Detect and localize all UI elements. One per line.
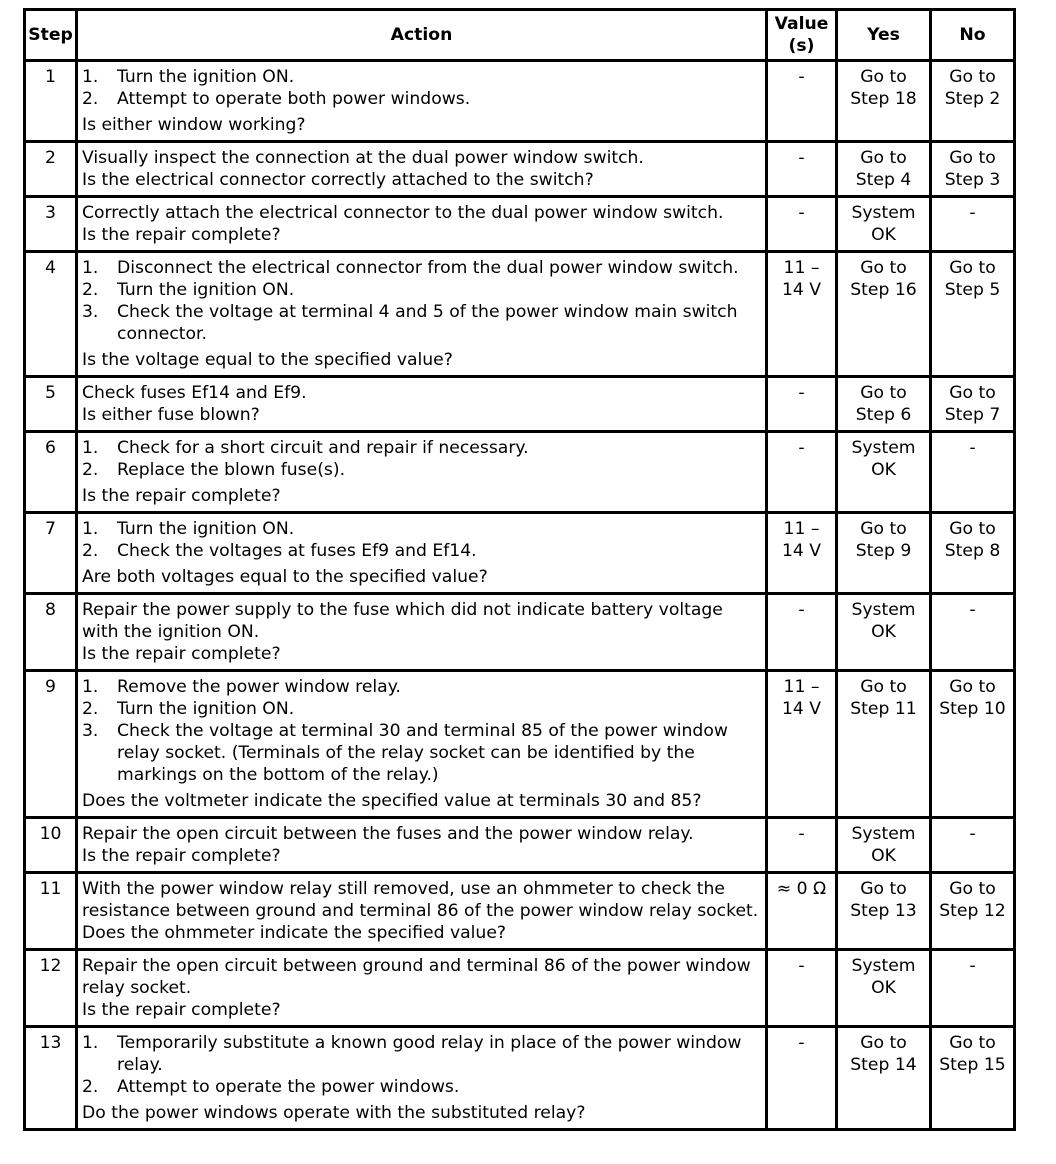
action-cell <box>77 873 767 950</box>
table-row <box>25 432 1015 513</box>
step-number: 4 <box>25 252 77 377</box>
list-item <box>82 459 761 481</box>
table-row <box>25 142 1015 197</box>
action-question: Is the voltage equal to the specified value? <box>82 350 453 370</box>
header-yes: Yes <box>837 10 931 61</box>
value-cell: - <box>767 61 837 142</box>
list-item-text: Check the voltage at terminal 30 and terminal 85 of the power window relay socket. (Terminals of the relay socket can be identified by the markings on the bottom of the relay.) <box>117 721 728 785</box>
list-item <box>82 698 761 720</box>
list-item-number: 2. <box>82 89 99 109</box>
yes-cell: Go to Step 18 <box>837 61 931 142</box>
yes-cell: Go to Step 11 <box>837 671 931 818</box>
no-cell: Go to Step 3 <box>931 142 1015 197</box>
list-item-number: 1. <box>82 258 99 278</box>
table-row <box>25 197 1015 252</box>
table-row <box>25 671 1015 818</box>
action-cell <box>77 1027 767 1130</box>
list-item <box>82 540 761 562</box>
step-number: 13 <box>25 1027 77 1130</box>
list-item-number: 1. <box>82 677 99 697</box>
action-list <box>82 257 761 345</box>
list-item-text: Replace the blown fuse(s). <box>117 460 346 480</box>
list-item-text: Turn the ignition ON. <box>117 699 295 719</box>
action-cell <box>77 594 767 671</box>
action-question: Does the ohmmeter indicate the specified value? <box>82 923 507 943</box>
action-question: Is the repair complete? <box>82 1000 281 1020</box>
no-cell: Go to Step 10 <box>931 671 1015 818</box>
table-body <box>25 61 1015 1130</box>
list-item-number: 2. <box>82 541 99 561</box>
action-list <box>82 437 761 481</box>
action-cell <box>77 818 767 873</box>
yes-cell: Go to Step 14 <box>837 1027 931 1130</box>
list-item-text: Turn the ignition ON. <box>117 280 295 300</box>
list-item <box>82 437 761 459</box>
action-cell <box>77 432 767 513</box>
value-cell: - <box>767 432 837 513</box>
yes-cell: System OK <box>837 818 931 873</box>
step-number: 1 <box>25 61 77 142</box>
list-item <box>82 676 761 698</box>
step-number: 11 <box>25 873 77 950</box>
header-action: Action <box>77 10 767 61</box>
action-question: Does the voltmeter indicate the specified value at terminals 30 and 85? <box>82 791 702 811</box>
table-row <box>25 950 1015 1027</box>
list-item-text: Attempt to operate the power windows. <box>117 1077 460 1097</box>
no-cell: Go to Step 2 <box>931 61 1015 142</box>
value-cell: - <box>767 197 837 252</box>
value-cell: 11 – 14 V <box>767 513 837 594</box>
table-row <box>25 1027 1015 1130</box>
list-item-text: Disconnect the electrical connector from the dual power window switch. <box>117 258 739 278</box>
action-question: Is either window working? <box>82 115 306 135</box>
action-cell <box>77 671 767 818</box>
list-item-text: Turn the ignition ON. <box>117 519 295 539</box>
yes-cell: Go to Step 4 <box>837 142 931 197</box>
action-question: Do the power windows operate with the substituted relay? <box>82 1103 586 1123</box>
action-list <box>82 66 761 110</box>
action-text: Repair the power supply to the fuse which did not indicate battery voltage with the ignition ON. <box>82 600 723 642</box>
list-item <box>82 1032 761 1076</box>
header-no: No <box>931 10 1015 61</box>
list-item-number: 3. <box>82 721 99 741</box>
yes-cell: Go to Step 9 <box>837 513 931 594</box>
value-cell: - <box>767 1027 837 1130</box>
action-question: Is the repair complete? <box>82 225 281 245</box>
list-item <box>82 518 761 540</box>
value-cell: ≈ 0 Ω <box>767 873 837 950</box>
list-item <box>82 257 761 279</box>
value-cell: 11 – 14 V <box>767 252 837 377</box>
header-row <box>25 10 1015 61</box>
step-number: 3 <box>25 197 77 252</box>
action-cell <box>77 142 767 197</box>
value-cell: 11 – 14 V <box>767 671 837 818</box>
step-number: 2 <box>25 142 77 197</box>
list-item <box>82 279 761 301</box>
list-item <box>82 1076 761 1098</box>
no-cell: Go to Step 5 <box>931 252 1015 377</box>
action-text: Visually inspect the connection at the dual power window switch. <box>82 148 644 168</box>
value-cell: - <box>767 377 837 432</box>
list-item-number: 2. <box>82 280 99 300</box>
step-number: 9 <box>25 671 77 818</box>
no-cell: - <box>931 594 1015 671</box>
list-item-number: 1. <box>82 67 99 87</box>
list-item-text: Remove the power window relay. <box>117 677 401 697</box>
value-cell: - <box>767 594 837 671</box>
action-text: Repair the open circuit between ground and terminal 86 of the power window relay socket. <box>82 956 751 998</box>
list-item <box>82 88 761 110</box>
list-item-number: 2. <box>82 699 99 719</box>
yes-cell: System OK <box>837 197 931 252</box>
diagnostic-table <box>23 8 1016 1131</box>
list-item-text: Check the voltages at fuses Ef9 and Ef14. <box>117 541 477 561</box>
action-question: Is the repair complete? <box>82 644 281 664</box>
no-cell: - <box>931 197 1015 252</box>
table-row <box>25 873 1015 950</box>
action-list <box>82 676 761 786</box>
action-cell <box>77 197 767 252</box>
action-question: Are both voltages equal to the specified value? <box>82 567 488 587</box>
no-cell: - <box>931 818 1015 873</box>
action-text: Correctly attach the electrical connector to the dual power window switch. <box>82 203 724 223</box>
no-cell: Go to Step 12 <box>931 873 1015 950</box>
list-item-number: 2. <box>82 1077 99 1097</box>
table-row <box>25 252 1015 377</box>
yes-cell: Go to Step 13 <box>837 873 931 950</box>
action-question: Is either fuse blown? <box>82 405 260 425</box>
yes-cell: Go to Step 16 <box>837 252 931 377</box>
list-item-number: 1. <box>82 1033 99 1053</box>
list-item-number: 1. <box>82 519 99 539</box>
action-question: Is the repair complete? <box>82 846 281 866</box>
value-cell: - <box>767 950 837 1027</box>
step-number: 7 <box>25 513 77 594</box>
action-cell <box>77 252 767 377</box>
list-item-text: Temporarily substitute a known good relay in place of the power window relay. <box>117 1033 742 1075</box>
list-item-text: Attempt to operate both power windows. <box>117 89 471 109</box>
step-number: 12 <box>25 950 77 1027</box>
yes-cell: Go to Step 6 <box>837 377 931 432</box>
table-row <box>25 818 1015 873</box>
action-text: With the power window relay still removed, use an ohmmeter to check the resistance between ground and terminal 86 of the power window relay socket. <box>82 879 759 921</box>
yes-cell: System OK <box>837 594 931 671</box>
list-item-number: 1. <box>82 438 99 458</box>
header-step: Step <box>25 10 77 61</box>
action-cell <box>77 950 767 1027</box>
list-item-number: 3. <box>82 302 99 322</box>
yes-cell: System OK <box>837 432 931 513</box>
value-cell: - <box>767 818 837 873</box>
step-number: 10 <box>25 818 77 873</box>
action-text: Check fuses Ef14 and Ef9. <box>82 383 307 403</box>
action-list <box>82 1032 761 1098</box>
list-item <box>82 720 761 786</box>
header-value: Value (s) <box>767 10 837 61</box>
step-number: 6 <box>25 432 77 513</box>
table-row <box>25 61 1015 142</box>
no-cell: Go to Step 8 <box>931 513 1015 594</box>
action-cell <box>77 61 767 142</box>
no-cell: Go to Step 15 <box>931 1027 1015 1130</box>
table-row <box>25 513 1015 594</box>
action-list <box>82 518 761 562</box>
list-item-number: 2. <box>82 460 99 480</box>
step-number: 8 <box>25 594 77 671</box>
action-cell <box>77 513 767 594</box>
value-cell: - <box>767 142 837 197</box>
no-cell: Go to Step 7 <box>931 377 1015 432</box>
action-question: Is the electrical connector correctly attached to the switch? <box>82 170 594 190</box>
list-item-text: Check the voltage at terminal 4 and 5 of the power window main switch connector. <box>117 302 738 344</box>
table-row <box>25 594 1015 671</box>
action-text: Repair the open circuit between the fuses and the power window relay. <box>82 824 694 844</box>
diagnostic-document <box>23 8 1013 1131</box>
yes-cell: System OK <box>837 950 931 1027</box>
step-number: 5 <box>25 377 77 432</box>
table-row <box>25 377 1015 432</box>
list-item-text: Turn the ignition ON. <box>117 67 295 87</box>
action-question: Is the repair complete? <box>82 486 281 506</box>
action-cell <box>77 377 767 432</box>
no-cell: - <box>931 950 1015 1027</box>
no-cell: - <box>931 432 1015 513</box>
list-item <box>82 66 761 88</box>
list-item <box>82 301 761 345</box>
list-item-text: Check for a short circuit and repair if necessary. <box>117 438 529 458</box>
